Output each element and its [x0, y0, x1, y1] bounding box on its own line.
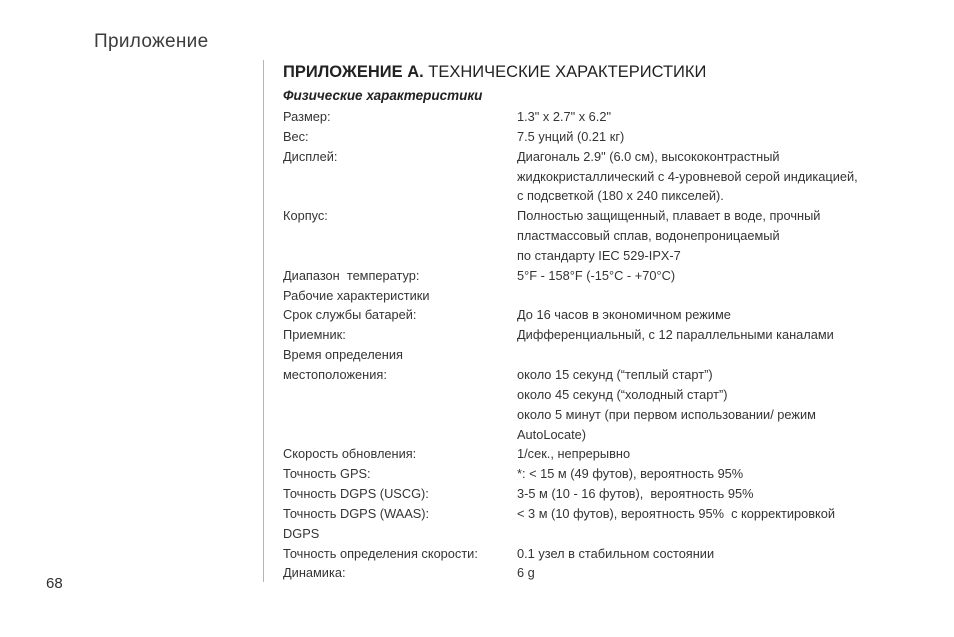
- spec-label: Точность DGPS (WAAS):: [283, 505, 430, 521]
- spec-label: [283, 186, 517, 206]
- spec-row: [283, 544, 948, 564]
- spec-row: [283, 127, 948, 147]
- spec-value: 1/сек., непрерывно: [517, 446, 631, 462]
- spec-row: [283, 524, 948, 544]
- spec-row: [283, 186, 948, 206]
- spec-value: по стандарту IEC 529-IPX-7: [517, 247, 681, 263]
- spec-label: Точность DGPS (USCG):: [283, 486, 429, 502]
- spec-label: [283, 226, 517, 246]
- spec-value: с подсветкой (180 x 240 пикселей).: [517, 188, 724, 204]
- section-subtitle: Физические характеристики: [283, 88, 483, 103]
- spec-label: Размер:: [283, 109, 331, 124]
- spec-row: [283, 563, 948, 583]
- spec-value: 0.1 узел в стабильном состоянии: [517, 545, 715, 561]
- spec-value: 7.5 унций (0.21 кг): [517, 128, 625, 144]
- spec-row: [283, 425, 948, 445]
- spec-value: Полностью защищенный, плавает в воде, прочный: [517, 208, 821, 224]
- spec-label: Дисплей:: [283, 148, 338, 164]
- spec-row: [283, 206, 948, 226]
- spec-row: [283, 484, 948, 504]
- spec-label: Время определения: [283, 347, 403, 363]
- spec-label: Диапазон температур:: [283, 267, 420, 283]
- spec-row: [283, 405, 948, 425]
- spec-table: [283, 107, 948, 583]
- spec-row: [283, 107, 948, 127]
- spec-label: [283, 405, 517, 425]
- spec-label: местоположения:: [283, 366, 387, 382]
- spec-row: [283, 325, 948, 345]
- spec-label: Вес:: [283, 128, 309, 144]
- spec-row: [283, 246, 948, 266]
- page-title-rest: ТЕХНИЧЕСКИЕ ХАРАКТЕРИСТИКИ: [423, 63, 707, 81]
- spec-row: [283, 385, 948, 405]
- spec-label: Приемник:: [283, 327, 346, 343]
- spec-label: Динамика:: [283, 565, 346, 581]
- spec-row: [283, 286, 948, 306]
- spec-label: Точность GPS:: [283, 466, 371, 482]
- spec-row: [283, 464, 948, 484]
- chapter-title: Приложение: [94, 31, 209, 52]
- spec-value: < 3 м (10 футов), вероятность 95% с корректировкой: [517, 505, 836, 521]
- spec-value: 5°F - 158°F (-15°C - +70°C): [517, 267, 676, 283]
- spec-row: [283, 167, 948, 187]
- spec-label: Срок службы батарей:: [283, 307, 417, 323]
- spec-label: Рабочие характеристики: [283, 287, 430, 303]
- page-number: 68: [46, 575, 63, 592]
- spec-value: около 5 минут (при первом использовании/ режим: [517, 406, 816, 422]
- spec-row: [283, 504, 948, 524]
- spec-label: [283, 425, 517, 445]
- main-content: [283, 62, 948, 583]
- spec-value: Дифференциальный, с 12 параллельными каналами: [517, 327, 834, 343]
- spec-label: DGPS: [283, 525, 320, 541]
- spec-label: [283, 385, 517, 405]
- spec-value: пластмассовый сплав, водонепроницаемый: [517, 228, 780, 244]
- spec-value: 3-5 м (10 - 16 футов), вероятность 95%: [517, 486, 754, 502]
- spec-label: Корпус:: [283, 208, 328, 224]
- spec-label: [283, 167, 517, 187]
- spec-row: [283, 226, 948, 246]
- spec-value: *: < 15 м (49 футов), вероятность 95%: [517, 466, 744, 482]
- spec-value: Диагональ 2.9" (6.0 см), высококонтрастный: [517, 148, 780, 164]
- vertical-divider: [263, 60, 264, 582]
- spec-label: [283, 246, 517, 266]
- spec-label: Точность определения скорости:: [283, 545, 478, 561]
- spec-value: около 45 секунд (“холодный старт”): [517, 386, 728, 402]
- spec-value: 6 g: [517, 565, 535, 581]
- spec-value: AutoLocate): [517, 426, 587, 442]
- spec-value: 1.3" x 2.7" x 6.2": [517, 109, 612, 124]
- spec-row: [283, 147, 948, 167]
- spec-row: [283, 345, 948, 365]
- spec-row: [283, 305, 948, 325]
- page-title: [283, 62, 948, 82]
- page-title-appendix: ПРИЛОЖЕНИЕ А.: [283, 63, 424, 81]
- spec-label: Скорость обновления:: [283, 446, 417, 462]
- spec-value: жидкокристаллический с 4-уровневой серой индикацией,: [517, 168, 858, 184]
- spec-value: около 15 секунд (“теплый старт”): [517, 366, 713, 382]
- spec-row: [283, 444, 948, 464]
- spec-value: До 16 часов в экономичном режиме: [517, 307, 731, 323]
- spec-row: [283, 365, 948, 385]
- spec-row: [283, 266, 948, 286]
